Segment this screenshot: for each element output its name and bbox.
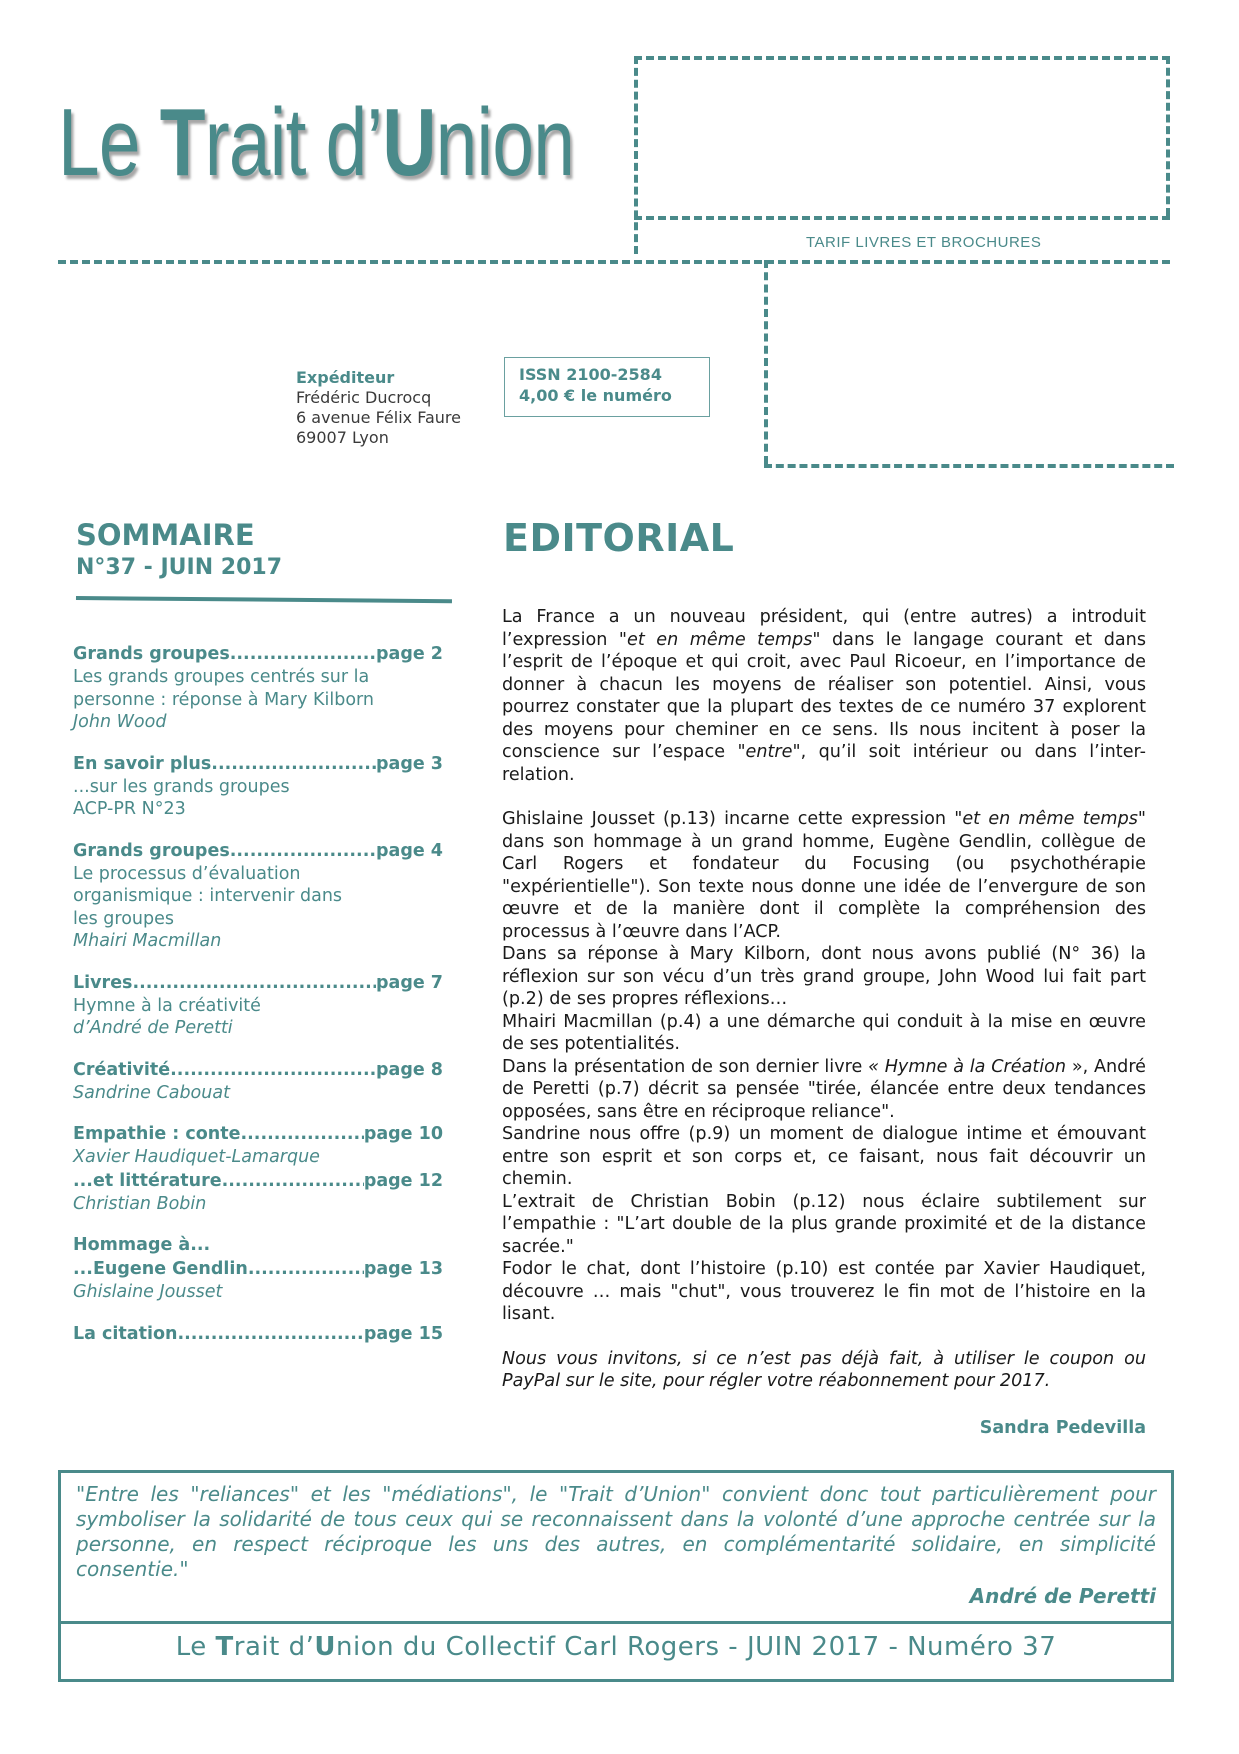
toc-entry — [73, 642, 443, 734]
quote-box-divider — [58, 1621, 1174, 1624]
toc-description: Le processus d’évaluation — [73, 863, 301, 884]
toc-description: les groupes — [73, 908, 175, 929]
address-frame-bottom — [764, 464, 1174, 468]
toc-heading[interactable]: Créativité ..... page 8 — [73, 1058, 443, 1082]
toc-page: page 2 — [375, 644, 443, 664]
issue-price: 4,00 € le numéro — [519, 386, 672, 405]
toc-entry — [73, 1122, 443, 1215]
toc-page: page 10 — [363, 1124, 443, 1144]
toc-entry — [73, 839, 443, 953]
editorial-paragraph: Sandrine nous offre (p.9) un moment de dialogue intime et émouvant entre son esprit et son corps et, ce faisant, nous fait découvrir un chemin. — [502, 1124, 1146, 1189]
toc-description: ACP-PR N°23 — [73, 799, 186, 819]
footer-line: Le Trait d’Union du Collectif Carl Rogers - JUIN 2017 - Numéro 37 — [175, 1632, 1057, 1662]
stamp-frame-right — [1166, 56, 1170, 216]
editorial-closing: Nous vous invitons, si ce n’est pas déjà fait, à utiliser le coupon ou PayPal sur le site, pour régler votre réabonnement pour 2017. — [502, 1348, 1146, 1391]
editorial-paragraph: Mhairi Macmillan (p.4) a une démarche qui conduit à la mise en œuvre de ses potentialités. — [502, 1011, 1146, 1054]
toc-description: organismique : intervenir dans — [73, 886, 343, 906]
toc-page: page 8 — [375, 1059, 443, 1080]
sender-name: Frédéric Ducrocq — [296, 388, 432, 407]
toc-heading[interactable]: ...et littérature ..... page 12 — [73, 1169, 443, 1193]
table-of-contents — [73, 642, 443, 1346]
toc-author: Mhairi Macmillan — [73, 931, 222, 951]
toc-entry — [73, 752, 443, 821]
toc-author: Christian Bobin — [73, 1193, 207, 1214]
stamp-frame-bottom — [634, 216, 1170, 220]
quote-text: "Entre les "reliances" et les "médiations", le "Trait d’Union" convient donc tout particulièrement pour symboliser la solidarité de tous ceux qui se reconnaissent dans la volonté d’une approche centrée sur la personne, en respect réciproque les uns des autres, en complémentarité solidaire, en simplicité consentie." — [76, 1482, 1156, 1581]
toc-description: Hymne à la créativité — [73, 995, 261, 1016]
toc-entry — [73, 1233, 443, 1304]
toc-author: Sandrine Cabouat — [73, 1082, 230, 1103]
toc-author: Xavier Haudiquet-Lamarque — [73, 1147, 320, 1167]
toc-heading[interactable]: Empathie : conte ..... page 10 — [73, 1122, 443, 1146]
editorial-paragraph: Fodor le chat, dont l’histoire (p.10) est contée par Xavier Haudiquet, découvre … mais "chut", vous trouverez le fin mot de l’histoire en la lisant. — [502, 1259, 1146, 1324]
toc-heading[interactable]: Livres ..... page 7 — [73, 971, 443, 995]
address-frame-left — [764, 260, 768, 464]
sender-address-line2: 69007 Lyon — [296, 428, 389, 447]
toc-description: personne : réponse à Mary Kilborn — [73, 689, 375, 710]
toc-entry — [73, 1058, 443, 1105]
toc-page: page 12 — [363, 1170, 443, 1191]
toc-heading[interactable]: ...Eugene Gendlin ..... page 13 — [73, 1257, 443, 1281]
issn-number: ISSN 2100-2584 — [519, 365, 662, 384]
toc-entry — [73, 1322, 443, 1346]
toc-page: page 7 — [375, 972, 443, 993]
sommaire-title: SOMMAIRE — [76, 518, 255, 552]
stamp-frame-left — [634, 56, 638, 254]
editorial-paragraph: L’extrait de Christian Bobin (p.12) nous éclaire subtilement sur l’empathie : "L’art double de la plus grande proximité et de la distance sacrée." — [502, 1191, 1146, 1257]
editorial-paragraph: Dans la présentation de son dernier livre « Hymne à la Création », André de Peretti (p.7) décrit sa pensée "tirée, élancée entre deux tendances opposées, sans être en réciproque reliance". — [502, 1056, 1146, 1122]
tarif-label: TARIF LIVRES ET BROCHURES — [806, 234, 1042, 251]
sender-address-line1: 6 avenue Félix Faure — [296, 408, 461, 427]
editorial-paragraph: La France a un nouveau président, qui (entre autres) a introduit l’expression "et en même temps" dans le langage courant et dans l’esprit de l’époque et qui croit, avec Paul Ricoeur, en l’importance de donner à chacun les moyens de réaliser son potentiel. Ainsi, vous pourrez constater que la plupart des textes de ce numéro 37 explorent des moyens pour cheminer en ce sens. Ils nous incitent à poser la conscience sur l’espace "entre", qu’il soit intérieur ou dans l’inter-relation. — [502, 607, 1146, 785]
sender-label: Expéditeur — [296, 368, 395, 387]
toc-author: John Wood — [73, 712, 167, 732]
toc-entry — [73, 971, 443, 1040]
toc-heading[interactable]: Grands groupes ..... page 4 — [73, 839, 443, 863]
toc-heading[interactable]: Grands groupes ..... page 2 — [73, 642, 443, 666]
toc-heading[interactable]: Hommage à... — [73, 1235, 211, 1255]
toc-heading[interactable]: En savoir plus ..... page 3 — [73, 752, 443, 776]
newsletter-title: Le Trait d’Union — [58, 89, 575, 196]
stamp-frame-top — [634, 56, 1170, 60]
editorial-paragraph: Dans sa réponse à Mary Kilborn, dont nous avons publié (N° 36) la réflexion sur son vécu d’un très grand groupe, John Wood lui fait part (p.2) de ses propres réflexions… — [502, 944, 1146, 1009]
issn-box — [504, 357, 710, 417]
editorial-signature: Sandra Pedevilla — [979, 1418, 1146, 1438]
sommaire-rule — [76, 596, 452, 603]
toc-description: ...sur les grands groupes — [73, 776, 290, 797]
editorial-paragraph: Ghislaine Jousset (p.13) incarne cette expression "et en même temps" dans son hommage à un grand homme, Eugène Gendlin, collègue de Carl Rogers et fondateur du Focusing (ou psychothérapie "expérientielle"). Son texte nous donne une idée de l’envergure de son œuvre et de la manière dont il complète la compréhension des processus à l’œuvre dans l’ACP. — [502, 809, 1146, 942]
sender-block — [296, 368, 461, 448]
sommaire-issue: N°37 - JUIN 2017 — [76, 555, 283, 580]
toc-author: d’André de Peretti — [73, 1018, 233, 1038]
masthead-rule — [58, 260, 1170, 264]
toc-page: page 3 — [375, 753, 443, 774]
editorial-body — [502, 606, 1146, 1393]
quote-author: André de Peretti — [969, 1584, 1156, 1608]
editorial-title: EDITORIAL — [503, 516, 735, 560]
toc-heading[interactable]: La citation ..... page 15 — [73, 1322, 443, 1346]
toc-page: page 15 — [363, 1323, 443, 1344]
toc-page: page 13 — [363, 1259, 443, 1279]
toc-page: page 4 — [375, 840, 443, 861]
toc-author: Ghislaine Jousset — [73, 1282, 223, 1302]
toc-description: Les grands groupes centrés sur la — [73, 667, 370, 687]
